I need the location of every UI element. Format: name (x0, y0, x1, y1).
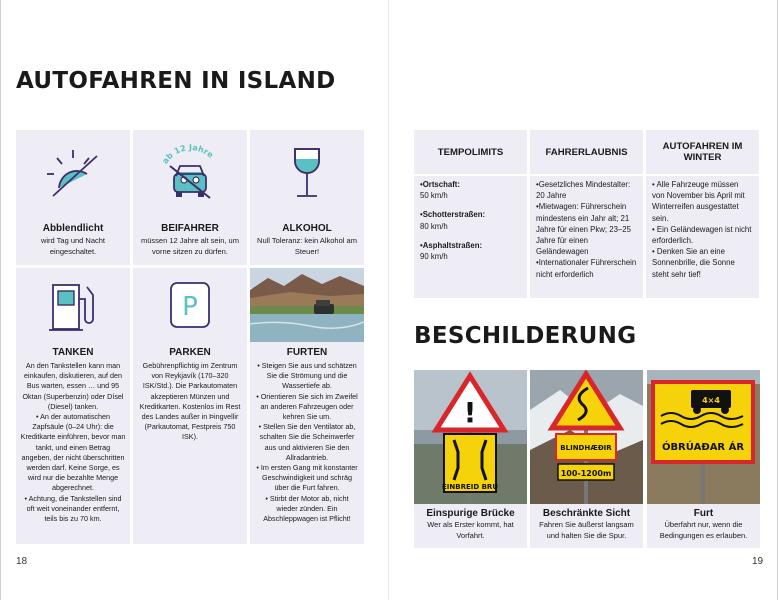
svg-text:!: ! (463, 396, 477, 429)
card-caption (250, 222, 364, 257)
card-parken (133, 268, 247, 544)
card-caption (16, 222, 130, 257)
table-header: TEMPOLIMITS (414, 130, 527, 174)
speed-label: •Asphaltstraßen: (420, 240, 483, 250)
card-text: Null Toleranz: kein Alkohol am Steuer! (257, 236, 357, 256)
card-abblendlicht (16, 130, 130, 265)
page-title: AUTOFAHREN IN ISLAND (16, 68, 336, 94)
spread-gutter (388, 0, 389, 600)
limited-visibility-sign-photo (530, 370, 643, 504)
sign-card-beschraenkte-sicht (530, 370, 643, 548)
license-item: •Mietwagen: Führerschein mindestens ein Jahr alt; 21 Jahre für einen Pkw; 23–25 Jahre für einen Geländewagen (536, 202, 631, 257)
sign-text: Wer als Erster kommt, hat Vorfahrt. (427, 520, 514, 540)
card-title: BEIFAHRER (161, 223, 219, 234)
sign-title: Beschränkte Sicht (542, 508, 631, 519)
card-title: TANKEN (52, 347, 94, 358)
sign-caption (530, 507, 643, 541)
card-body (133, 346, 247, 443)
winter-item: • Denken Sie an eine Sonnenbrille, die Sonne steht sehr tief! (652, 247, 735, 279)
sign-title: Einspurige Brücke (426, 508, 515, 519)
sign-badge: 4×4 (702, 396, 720, 405)
sign-text: Fahren Sie äußerst langsam und halten Sie die Spur. (539, 520, 634, 540)
winter-item: • Ein Geländewagen ist nicht erforderlich. (652, 224, 752, 246)
sign-card-einspurige-bruecke (414, 370, 527, 548)
speed-label: •Ortschaft: (420, 180, 460, 189)
card-title: PARKEN (169, 347, 211, 358)
card-title: ALKOHOL (282, 223, 332, 234)
speed-value: 80 km/h (420, 221, 448, 231)
table-header: AUTOFAHREN IM WINTER (646, 130, 759, 174)
card-text: müssen 12 Jahre alt sein, um vorne sitzen zu dürfen. (141, 236, 239, 256)
speed-label: •Schotterstraßen: (420, 210, 486, 220)
table-header: FAHRERLAUBNIS (530, 130, 643, 174)
card-furten (250, 268, 364, 544)
card-paragraph: Gebührenpflichtig im Zentrum von Reykjavík (170–320 ISK/Std.). Die Parkautomaten akzeptieren Münzen und Kreditkarten. Kostenlos im Rest des Landes außer in Þingvellir (Parkautomat, Festpreis 750 ISK). (139, 361, 241, 442)
card-paragraph: • Achtung, die Tankstellen sind oft weit voneinander entfernt, teils bis zu 70 km. (24, 493, 122, 524)
card-paragraph: • An der automatischen Zapfsäule (0–24 Uhr): die Kreditkarte einführen, bevor man tankt, und einen Betrag angeben, der nicht überschritten werden darf. Keine Sorge, es wird nur die bezahlte Menge abgerechnet. (20, 412, 126, 493)
page-number: 19 (752, 556, 764, 567)
ford-sign-photo (647, 370, 760, 504)
speed-value: 90 km/h (420, 252, 448, 262)
winter-item: • Alle Fahrzeuge müssen von November bis April mit Winterreifen ausgestattet sein. (652, 180, 745, 223)
section-title: BESCHILDERUNG (414, 323, 637, 349)
sign-title: Furt (693, 508, 714, 519)
fuel-pump-icon (16, 268, 130, 342)
sign-card-furt (647, 370, 760, 548)
table-cell-tempolimits (414, 176, 527, 298)
card-text: wird Tag und Nacht eingeschaltet. (40, 236, 106, 256)
sign-text: Überfahrt nur, wenn die Bedingungen es erlauben. (659, 520, 748, 540)
card-caption (133, 222, 247, 257)
sun-icon (16, 130, 130, 218)
card-beifahrer (133, 130, 247, 265)
card-body (250, 346, 364, 524)
card-paragraph: • Stellen Sie den Ventilator ab, schalten Sie die Scheinwerfer aus und aktivieren Sie den Allradantrieb. (258, 422, 356, 462)
ford-photo (250, 268, 364, 342)
sign-caption (647, 507, 760, 541)
card-tanken (16, 268, 130, 544)
parking-icon (133, 268, 247, 342)
wine-glass-icon (250, 130, 364, 218)
parking-letter: P (182, 292, 198, 322)
page-number: 18 (16, 556, 28, 567)
card-alkohol (250, 130, 364, 265)
card-paragraph: • Im ersten Gang mit konstanter Geschwindigkeit und schräg über die Furt fahren. (256, 463, 358, 493)
svg-text:ab 12 Jahre (161, 143, 216, 165)
table-cell-winter (646, 176, 759, 298)
card-paragraph: • Stirbt der Motor ab, nicht wieder zünden. Ein Abschleppwagen ist Pflicht! (263, 493, 351, 524)
card-paragraph: • Orientieren Sie sich im Zweifel an anderen Fahrzeugen oder kehren Sie um. (256, 391, 358, 422)
card-title: Abblendlicht (42, 223, 104, 234)
license-item: •Internationaler Führerschein nicht erforderlich (536, 258, 637, 279)
single-lane-bridge-sign-photo (414, 370, 527, 504)
card-paragraph: • Steigen Sie aus und schätzen Sie die Strömung und die Wassertiefe ab. (257, 361, 357, 391)
sign-caption (414, 507, 527, 541)
sign-label: ÓBRÚAÐAR ÁR (661, 442, 745, 453)
table-cell-fahrerlaubnis (530, 176, 643, 298)
no-child-car-icon (133, 130, 247, 218)
sign-range: 100-1200m (560, 469, 612, 478)
sign-label: EINBREID BRÚ (441, 483, 499, 491)
card-paragraph: An den Tankstellen kann man einkaufen, diskutieren, auf den Bus warten, essen … und 95 Oktan (Superbenzin) oder Dísel (Diesel) tanken. (22, 361, 124, 411)
card-body (16, 346, 130, 524)
sign-label: BLINDHÆÐIR (560, 444, 612, 452)
speed-value: 50 km/h (420, 191, 448, 201)
age-badge: ab 12 Jahre (160, 143, 216, 166)
license-item: •Gesetzliches Mindestalter: 20 Jahre (536, 180, 631, 201)
card-title: FURTEN (286, 347, 328, 358)
